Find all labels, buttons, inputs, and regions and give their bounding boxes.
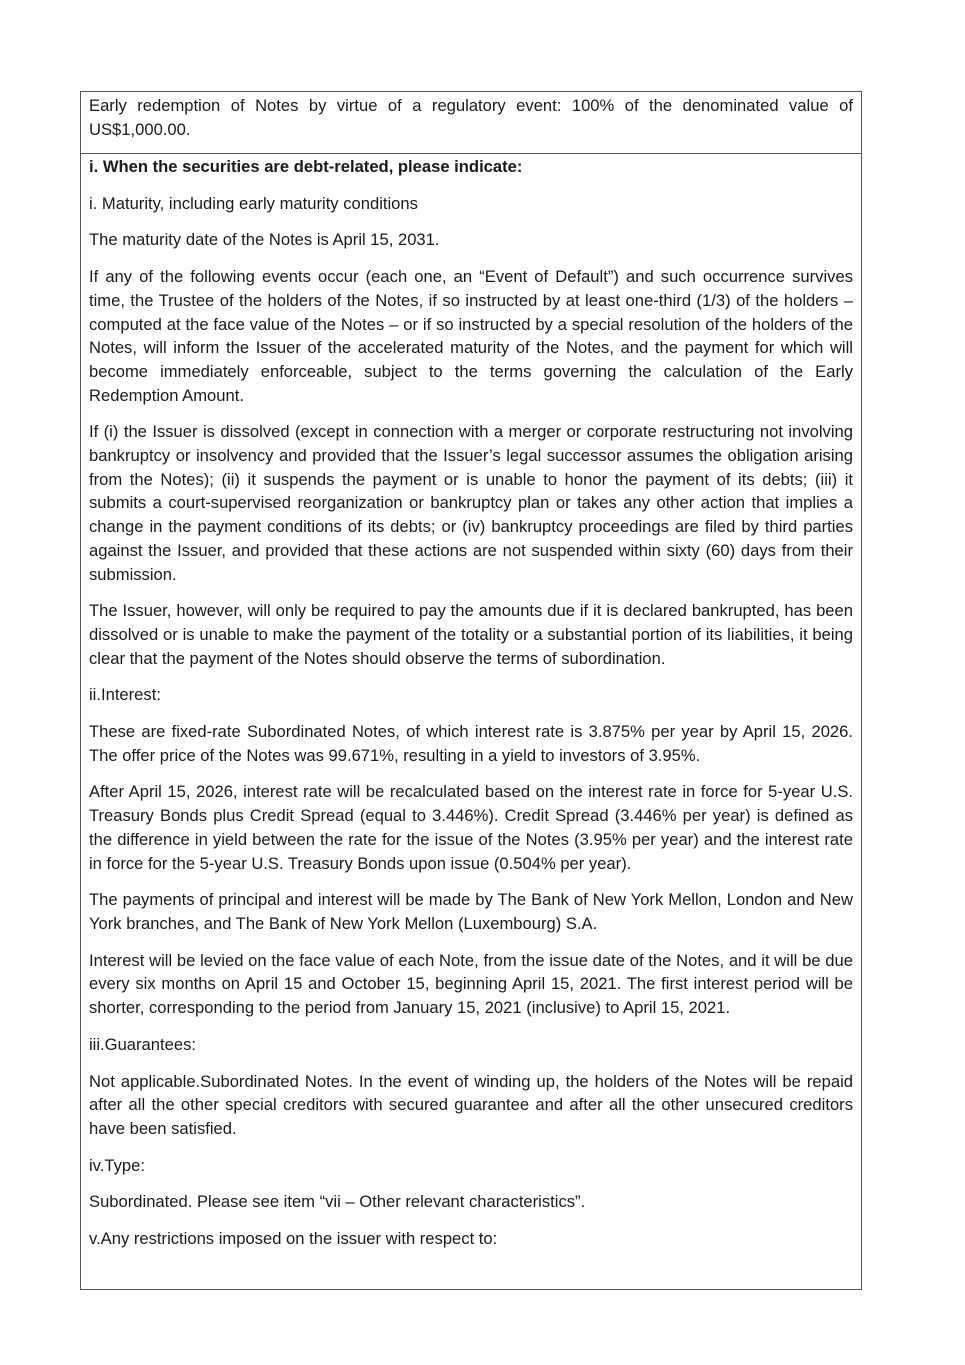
maturity-subheading: i. Maturity, including early maturity conditions — [89, 193, 418, 213]
debt-securities-cell — [80, 153, 862, 1290]
issuer-payment-paragraph: The Issuer, however, will only be required to pay the amounts due if it is declared bankrupted, has been dissolved or is unable to make the payment of the totality or a substantial portion of its liabilities, it being clear that the payment of the Notes should observe the terms of subordination. — [89, 601, 853, 668]
type-paragraph: Subordinated. Please see item “vii – Other relevant characteristics”. — [89, 1192, 586, 1212]
section-heading: i. When the securities are debt-related, please indicate: — [89, 157, 523, 176]
early-redemption-cell — [80, 91, 862, 154]
early-redemption-text: Early redemption of Notes by virtue of a regulatory event: 100% of the denominated value of US$1,000.00. — [89, 96, 853, 139]
restrictions-subheading: v.Any restrictions imposed on the issuer with respect to: — [89, 1229, 498, 1249]
fixed-rate-paragraph: These are fixed-rate Subordinated Notes, of which interest rate is 3.875% per year by April 15, 2026. The offer price of the Notes was 99.671%, resulting in a yield to investors of 3.95%. — [89, 722, 853, 765]
guarantees-paragraph: Not applicable.Subordinated Notes. In the event of winding up, the holders of the Notes will be repaid after all the other special creditors with secured guarantee and after all the other unsecured creditors have been satisfied. — [89, 1071, 853, 1138]
payment-agents-paragraph: The payments of principal and interest will be made by The Bank of New York Mellon, London and New York branches, and The Bank of New York Mellon (Luxembourg) S.A. — [89, 890, 853, 933]
guarantees-subheading: iii.Guarantees: — [89, 1034, 196, 1054]
default-conditions-paragraph: If (i) the Issuer is dissolved (except in connection with a merger or corporate restructuring not involving bankruptcy or insolvency and provided that the Issuer’s legal successor assumes the obligation arising from the Notes); (ii) it suspends the payment or is unable to honor the payment of its debts; (iii) it submits a court-supervised reorganization or bankruptcy plan or takes any other action that implies a change in the payment conditions of its debts; or (iv) bankruptcy proceedings are filed by third parties against the Issuer, and provided that these actions are not suspended within sixty (60) days from their submission. — [89, 422, 853, 584]
maturity-date-paragraph: The maturity date of the Notes is April 15, 2031. — [89, 230, 440, 250]
interest-subheading: ii.Interest: — [89, 685, 161, 705]
type-subheading: iv.Type: — [89, 1155, 145, 1175]
rate-reset-paragraph: After April 15, 2026, interest rate will be recalculated based on the interest rate in force for 5-year U.S. Treasury Bonds plus Credit Spread (equal to 3.446%). Credit Spread (3.446% per year) is defined as the difference in yield between the rate for the issue of the Notes (3.95% per year) and the interest rate in force for the 5-year U.S. Treasury Bonds upon issue (0.504% per year). — [89, 782, 853, 873]
event-of-default-paragraph: If any of the following events occur (each one, an “Event of Default”) and such occurrence survives time, the Trustee of the holders of the Notes, if so instructed by at least one-third (1/3) of the holders – computed at the face value of the Notes – or if so instructed by a special resolution of the holders of the Notes, will inform the Issuer of the accelerated maturity of the Notes, and the payment for which will become immediately enforceable, subject to the terms governing the calculation of the Early Redemption Amount. — [89, 267, 853, 405]
interest-schedule-paragraph: Interest will be levied on the face value of each Note, from the issue date of the Notes, and it will be due every six months on April 15 and October 15, beginning April 15, 2021. The first interest period will be shorter, corresponding to the period from January 15, 2021 (inclusive) to April 15, 2021. — [89, 950, 853, 1018]
